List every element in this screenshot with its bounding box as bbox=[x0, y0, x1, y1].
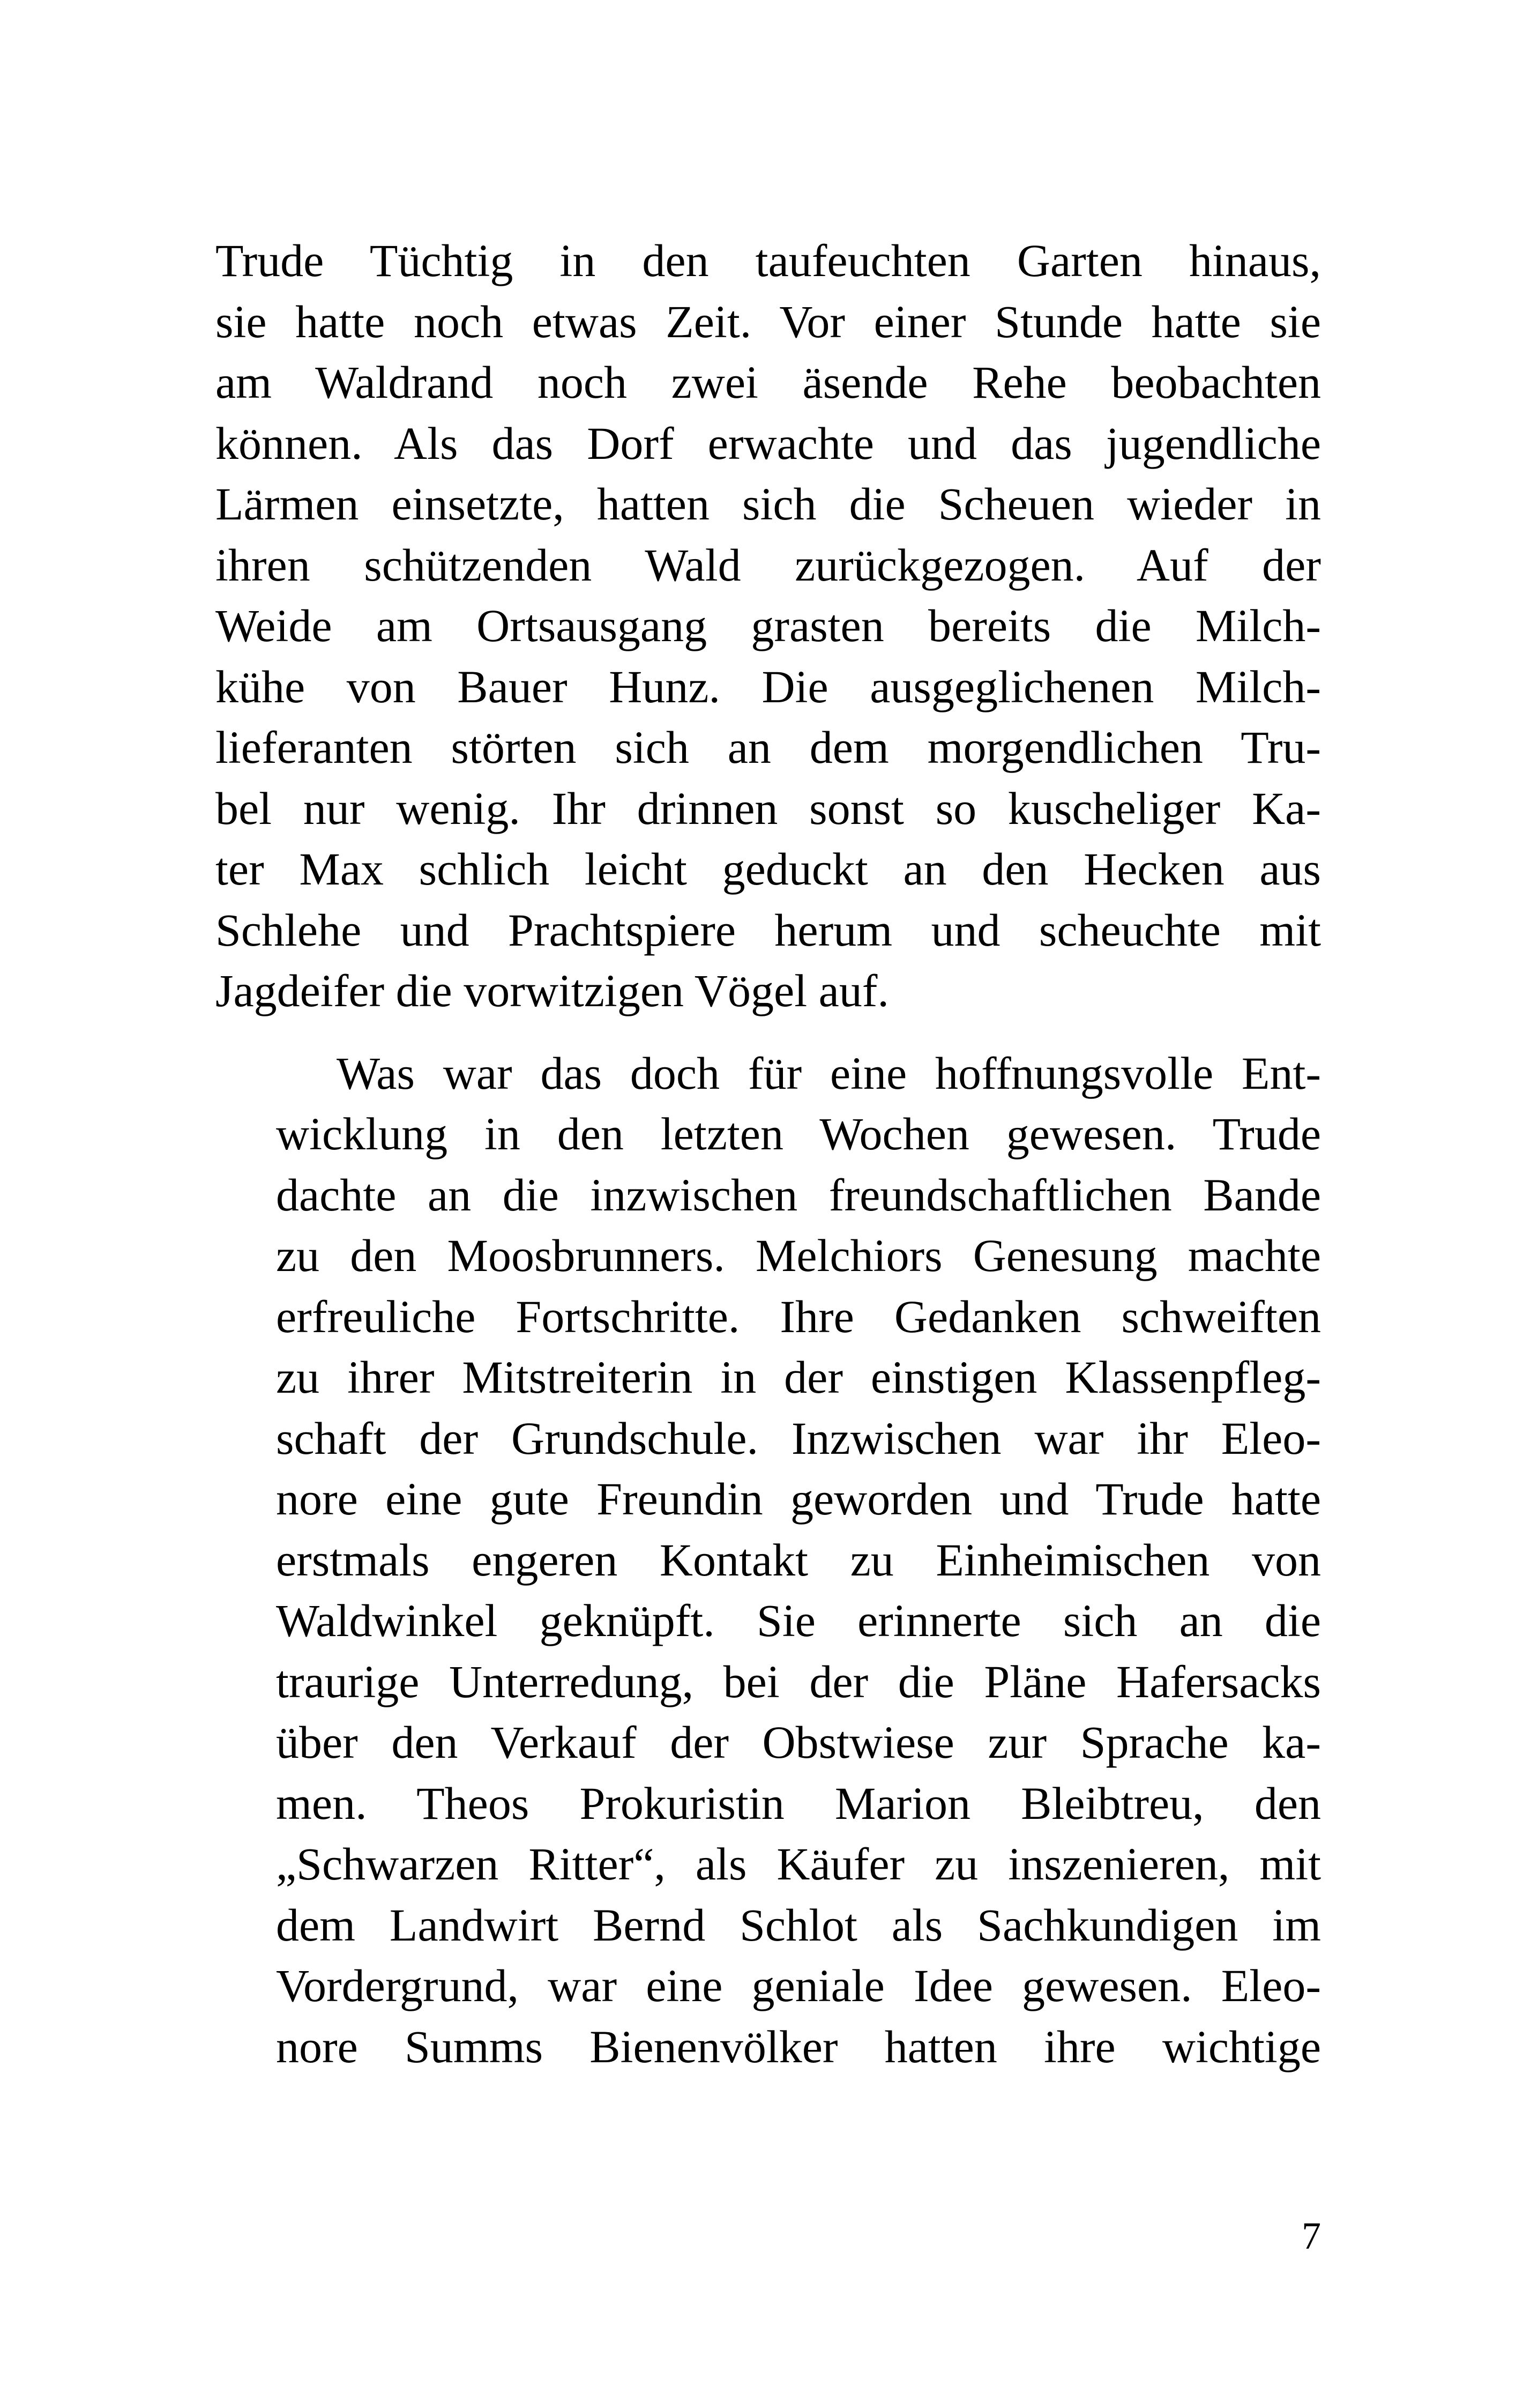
text-line: kühe von Bauer Hunz. Die ausgeglichenen Milch- bbox=[215, 660, 1321, 712]
text-line: „Schwarzen Ritter“, als Käufer zu inszenieren, mit bbox=[276, 1838, 1321, 1890]
text-line: wicklung in den letzten Wochen gewesen. Trude bbox=[276, 1108, 1321, 1160]
text-line: ter Max schlich leicht geduckt an den Hecken aus bbox=[215, 843, 1321, 895]
text-line: men. Theos Prokuristin Marion Bleibtreu, den bbox=[276, 1777, 1321, 1829]
text-line: ihren schützenden Wald zurückgezogen. Auf der bbox=[215, 539, 1321, 591]
text-line: Was war das doch für eine hoffnungsvolle Ent- bbox=[337, 1047, 1321, 1099]
text-line: zu ihrer Mitstreiterin in der einstigen Klassenpfleg- bbox=[276, 1351, 1321, 1403]
text-line: am Waldrand noch zwei äsende Rehe beobachten bbox=[215, 356, 1321, 408]
text-line: erfreuliche Fortschritte. Ihre Gedanken schweiften bbox=[276, 1290, 1321, 1342]
text-line: Weide am Ortsausgang grasten bereits die Milch- bbox=[215, 600, 1321, 651]
page-number: 7 bbox=[1302, 2214, 1321, 2257]
body-text bbox=[215, 231, 1321, 2077]
paragraph-2 bbox=[215, 1043, 1321, 2078]
text-line: Schlehe und Prachtspiere herum und scheuchte mit bbox=[215, 904, 1321, 956]
text-line: schaft der Grundschule. Inzwischen war ihr Eleo- bbox=[276, 1412, 1321, 1464]
text-line: Vordergrund, war eine geniale Idee gewesen. Eleo- bbox=[276, 1960, 1321, 2011]
text-line: über den Verkauf der Obstwiese zur Sprache ka- bbox=[276, 1716, 1321, 1768]
text-line: nore eine gute Freundin geworden und Trude hatte bbox=[276, 1473, 1321, 1525]
text-line: können. Als das Dorf erwachte und das jugendliche bbox=[215, 417, 1321, 469]
text-line: Jagdeifer die vorwitzigen Vögel auf. bbox=[215, 965, 889, 1016]
text-line: erstmals engeren Kontakt zu Einheimischen von bbox=[276, 1534, 1321, 1586]
text-line: dachte an die inzwischen freundschaftlichen Bande bbox=[276, 1169, 1321, 1221]
text-line: lieferanten störten sich an dem morgendlichen Tru- bbox=[215, 722, 1321, 773]
text-line: Trude Tüchtig in den taufeuchten Garten hinaus, bbox=[215, 235, 1321, 286]
text-line: nore Summs Bienenvölker hatten ihre wichtige bbox=[276, 2020, 1321, 2072]
text-line: Lärmen einsetzte, hatten sich die Scheuen wieder in bbox=[215, 478, 1321, 530]
text-line: zu den Moosbrunners. Melchiors Genesung machte bbox=[276, 1230, 1321, 1281]
text-line: sie hatte noch etwas Zeit. Vor einer Stunde hatte sie bbox=[215, 295, 1321, 347]
text-line: bel nur wenig. Ihr drinnen sonst so kuscheliger Ka- bbox=[215, 782, 1321, 834]
text-line: traurige Unterredung, bei der die Pläne Hafersacks bbox=[276, 1655, 1321, 1707]
text-line: dem Landwirt Bernd Schlot als Sachkundigen im bbox=[276, 1899, 1321, 1951]
paragraph-1 bbox=[215, 231, 1321, 1022]
text-line: Waldwinkel geknüpft. Sie erinnerte sich an die bbox=[276, 1595, 1321, 1646]
